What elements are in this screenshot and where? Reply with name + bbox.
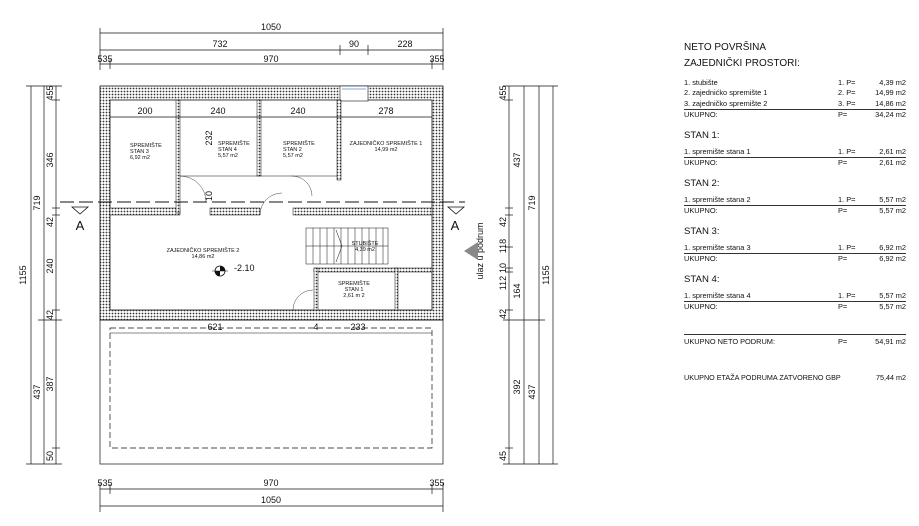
legend-subtitle: ZAJEDNIČKI PROSTORI: <box>684 58 800 69</box>
dim-inner-top-1: 200 <box>137 106 153 116</box>
dim-top-seg1: 732 <box>212 39 228 49</box>
stan-4-section <box>684 274 906 312</box>
section-title: STAN 4: <box>684 274 720 285</box>
row-key: 1. P= <box>838 290 856 300</box>
dim-inner-vertical-232: 232 <box>204 130 214 146</box>
common-total-row <box>684 109 906 121</box>
row-name: UKUPNO: <box>684 254 718 264</box>
dim-left-outer: 1155 <box>18 265 28 285</box>
row-value: 6,92 m2 <box>879 254 906 264</box>
row-key: P= <box>838 158 848 168</box>
dim-inner-top-4: 278 <box>378 106 394 116</box>
row-value: 2,61 m2 <box>879 158 906 168</box>
dim-left-d7: 50 <box>45 450 55 462</box>
stan-total-row <box>684 301 906 313</box>
legend-title: NETO POVRŠINA <box>684 42 767 53</box>
common-row <box>684 88 906 99</box>
stan-row <box>684 194 906 205</box>
dim-bottom-total: 1050 <box>260 495 282 505</box>
svg-text:STAN 4: STAN 4 <box>218 147 237 153</box>
svg-text:SPREMIŠTE: SPREMIŠTE <box>130 143 162 149</box>
row-name: UKUPNO: <box>684 302 718 312</box>
svg-text:SPREMIŠTE: SPREMIŠTE <box>218 141 250 147</box>
dim-right-mid-upper: 719 <box>527 195 537 211</box>
row-key: 1. P= <box>838 77 856 87</box>
row-value: 14,86 m2 <box>875 98 906 108</box>
row-value: 14,99 m2 <box>875 88 906 98</box>
dim-inner-bottom-3: 233 <box>350 322 366 332</box>
dim-right-d10: 45 <box>498 450 508 462</box>
row-key: P= <box>838 254 848 264</box>
row-name: UKUPNO ETAŽA PODRUMA ZATVORENO GBP <box>684 373 841 382</box>
section-marker-right <box>448 207 464 233</box>
outer-walls <box>100 86 443 320</box>
terrace-outline <box>100 320 443 464</box>
row-name: 1. spremište stana 2 <box>684 194 751 204</box>
row-name: UKUPNO NETO PODRUM: <box>684 336 776 346</box>
row-name: UKUPNO: <box>684 158 718 168</box>
row-name: 1. spremište stana 1 <box>684 146 751 156</box>
dim-right-d9: 392 <box>512 379 522 395</box>
dim-right-d3: 42 <box>498 216 508 228</box>
stan-row <box>684 242 906 253</box>
svg-text:2,61 m 2: 2,61 m 2 <box>343 293 365 299</box>
stan-total-row <box>684 205 906 217</box>
row-key: 3. P= <box>838 98 856 108</box>
level-value: -2.10 <box>234 263 255 273</box>
row-key: 2. P= <box>838 88 856 98</box>
row-key: P= <box>838 336 848 346</box>
dim-inner-bottom-1: 621 <box>207 322 223 332</box>
section-marker-left <box>72 207 88 233</box>
dim-right-d4: 118 <box>498 238 508 254</box>
stan-row <box>684 146 906 157</box>
svg-text:5,57 m2: 5,57 m2 <box>218 153 238 159</box>
svg-text:STAN 2: STAN 2 <box>283 147 302 153</box>
dim-right-outer: 1155 <box>541 265 551 285</box>
dim-bottom-c: 355 <box>429 478 445 488</box>
row-name: 3. zajedničko spremište 2 <box>684 98 768 108</box>
row-key: 1. P= <box>838 194 856 204</box>
stan-total-row <box>684 253 906 265</box>
dim-inner-vertical-10: 10 <box>204 190 214 202</box>
dim-top-b: 970 <box>263 54 279 64</box>
dim-top-seg3: 228 <box>397 39 413 49</box>
svg-text:A: A <box>450 218 460 233</box>
row-value: 6,92 m2 <box>879 242 906 252</box>
section-title: STAN 1: <box>684 130 720 141</box>
row-value: 5,57 m2 <box>879 206 906 216</box>
svg-text:5,57 m2: 5,57 m2 <box>283 153 303 159</box>
dim-left-mid-lower: 437 <box>32 384 42 400</box>
row-value: 5,57 m2 <box>879 194 906 204</box>
row-value: 5,57 m2 <box>879 290 906 300</box>
dim-right-mid-lower: 437 <box>527 384 537 400</box>
section-title: STAN 3: <box>684 226 720 237</box>
svg-text:A: A <box>75 218 85 233</box>
stan-row <box>684 290 906 301</box>
common-row <box>684 98 906 109</box>
row-key: P= <box>838 302 848 312</box>
dim-right-d7: 164 <box>512 283 522 299</box>
common-areas-table <box>684 77 906 120</box>
room-staircase <box>352 240 379 253</box>
svg-text:ZAJEDNIČKO SPREMIŠTE 1: ZAJEDNIČKO SPREMIŠTE 1 <box>349 141 423 147</box>
svg-text:ZAJEDNIČKO SPREMIŠTE 2: ZAJEDNIČKO SPREMIŠTE 2 <box>166 248 240 254</box>
dim-left-d5: 42 <box>45 309 55 321</box>
svg-text:14,99 m2: 14,99 m2 <box>374 147 398 153</box>
dim-right-d2: 437 <box>512 152 522 168</box>
stan-total-row <box>684 157 906 169</box>
row-value: 75,44 m2 <box>876 373 906 382</box>
row-value: 5,57 m2 <box>879 302 906 312</box>
gbp-total-row <box>684 373 906 382</box>
dim-inner-top-3: 240 <box>290 106 306 116</box>
dim-bottom-b: 970 <box>263 478 279 488</box>
grand-total-row <box>684 334 906 347</box>
svg-text:14,86 m2: 14,86 m2 <box>191 254 215 260</box>
dim-top-a: 535 <box>97 54 113 64</box>
svg-text:SPREMIŠTE: SPREMIŠTE <box>283 141 315 147</box>
dim-left-d6: 387 <box>45 376 55 392</box>
section-title: STAN 2: <box>684 178 720 189</box>
dim-right-d6: 112 <box>498 275 508 291</box>
left-dimension-chain <box>26 86 62 464</box>
stan-1-section <box>684 130 906 168</box>
svg-text:6,92 m2: 6,92 m2 <box>130 155 150 161</box>
row-value: 2,61 m2 <box>879 146 906 156</box>
dim-left-mid-upper: 719 <box>32 195 42 211</box>
dim-left-d3: 42 <box>45 216 55 228</box>
stan-3-section <box>684 226 906 264</box>
common-row <box>684 77 906 88</box>
row-name: 1. stubište <box>684 77 718 87</box>
svg-text:SPREMIŠTE: SPREMIŠTE <box>338 281 370 287</box>
svg-text:STAN 3: STAN 3 <box>130 149 149 155</box>
row-name: UKUPNO: <box>684 206 718 216</box>
dim-top-seg2: 90 <box>348 39 360 49</box>
svg-text:STUBIŠTE: STUBIŠTE <box>351 241 379 247</box>
area-legend <box>684 42 906 382</box>
row-name: 2. zajednićko spremište 1 <box>684 88 768 98</box>
dim-left-d1: 455 <box>45 85 55 101</box>
dim-inner-bottom-2: 4 <box>313 322 319 332</box>
dim-right-d5: 10 <box>498 262 508 274</box>
row-name: 1. spremište stana 4 <box>684 290 751 300</box>
dim-right-d8: 42 <box>498 308 508 320</box>
entry-label: ulaz u podrum <box>475 222 485 280</box>
row-key: 1. P= <box>838 146 856 156</box>
dim-top-c: 355 <box>429 54 445 64</box>
svg-text:STAN 1: STAN 1 <box>344 287 364 293</box>
stan-2-section <box>684 178 906 216</box>
row-value: 34,24 m2 <box>875 110 906 120</box>
row-value: 54,91 m2 <box>875 336 906 346</box>
dim-inner-top-2: 240 <box>210 106 226 116</box>
dim-left-d2: 346 <box>45 152 55 168</box>
dim-left-d4: 240 <box>45 258 55 274</box>
dim-bottom-a: 535 <box>97 478 113 488</box>
svg-text:4,39 m2: 4,39 m2 <box>355 247 375 253</box>
row-key: P= <box>838 206 848 216</box>
row-name: 1. spremište stana 3 <box>684 242 751 252</box>
row-key: 1. P= <box>838 242 856 252</box>
row-name: UKUPNO: <box>684 110 718 120</box>
dim-top-total: 1050 <box>260 22 282 32</box>
row-key: P= <box>838 110 848 120</box>
dim-right-d1: 455 <box>498 85 508 101</box>
row-value: 4,39 m2 <box>879 77 906 87</box>
